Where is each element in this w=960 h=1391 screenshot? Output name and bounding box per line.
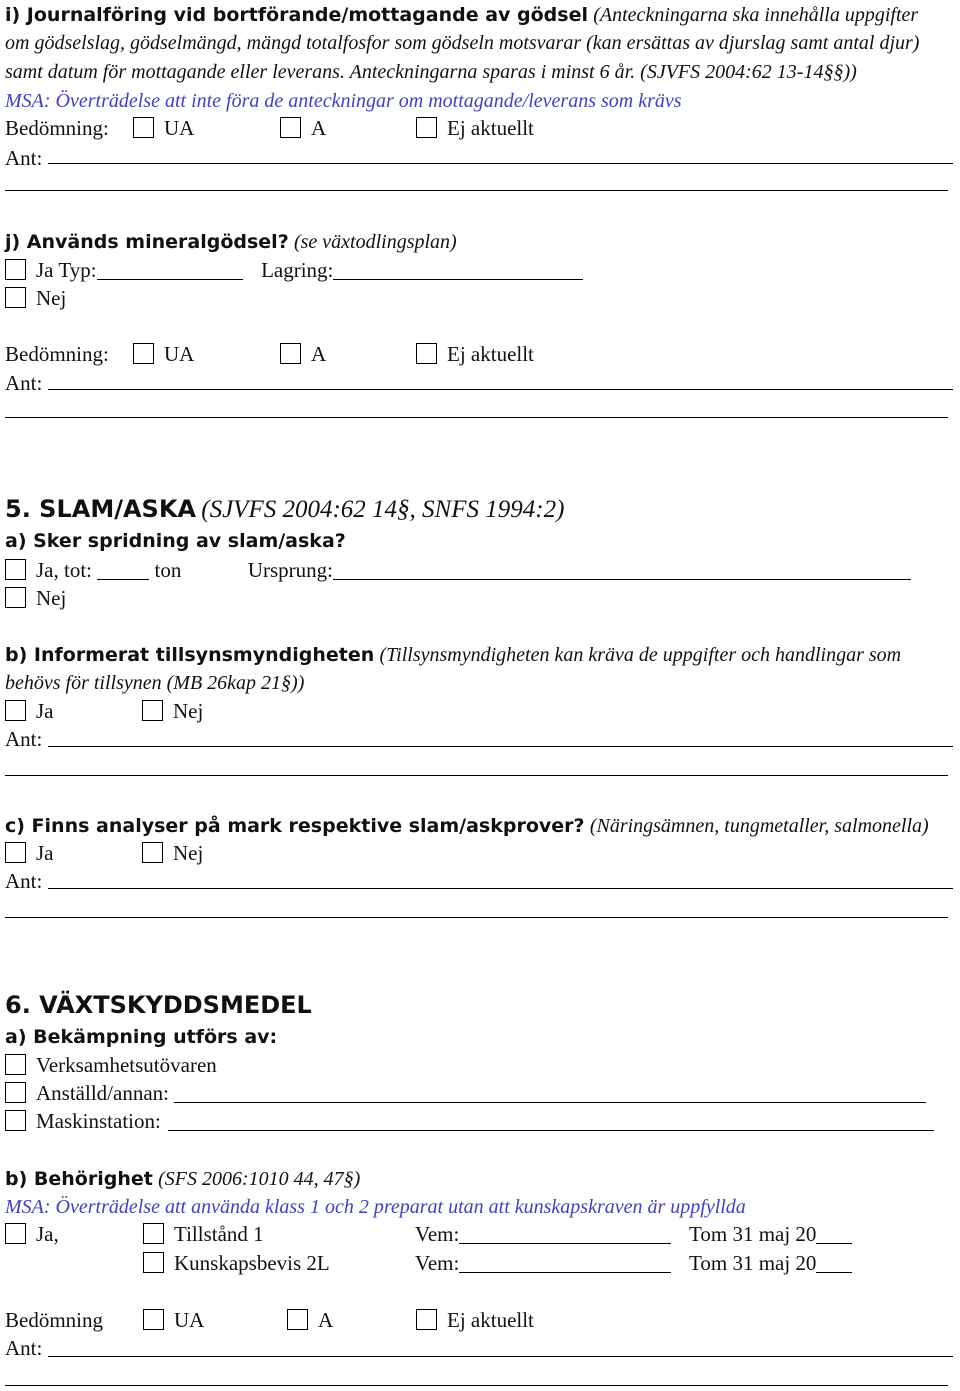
ant-input-i-2[interactable] (5, 190, 948, 191)
mineral-storage-input[interactable] (333, 259, 583, 280)
assessment-label: Bedömning: (5, 342, 109, 366)
sludge-yes-label: Ja, tot: (36, 558, 92, 582)
mineral-storage-label: Lagring: (261, 258, 334, 282)
sludge-yes-checkbox[interactable] (5, 559, 26, 580)
contractor-input[interactable] (168, 1110, 934, 1131)
ant-input-5c-1[interactable] (48, 888, 953, 889)
ua-checkbox[interactable] (133, 117, 154, 138)
ua-label: UA (164, 342, 195, 366)
a-checkbox[interactable] (280, 117, 301, 138)
ant-input-6-1[interactable] (48, 1356, 953, 1357)
permit1-checkbox[interactable] (143, 1223, 164, 1244)
section-5c-heading-row (5, 811, 929, 840)
not-applicable-checkbox[interactable] (416, 343, 437, 364)
sludge-no-label: Nej (36, 586, 67, 610)
mineral-type-label: Typ: (58, 258, 97, 282)
section-5-title: 5. SLAM/ASKA (5, 495, 197, 523)
section-6b-heading-row (5, 1164, 360, 1193)
mineral-no-label: Nej (36, 286, 67, 310)
informed-row (5, 697, 204, 725)
permit1-label: Tillstånd 1 (174, 1222, 264, 1246)
section-i-title: i) Journalföring vid bortförande/mottagande av gödsel (5, 4, 588, 26)
mineral-yes-checkbox[interactable] (5, 259, 26, 280)
ant-input-j-2[interactable] (5, 417, 948, 418)
permit1-who-label: Vem: (415, 1222, 460, 1246)
ant-row-6 (5, 1334, 42, 1362)
section-5b-heading-row (5, 640, 901, 669)
section-6-title: 6. VÄXTSKYDDSMEDEL (5, 991, 312, 1019)
not-applicable-checkbox[interactable] (416, 1309, 437, 1330)
section-5b-note-line2: behövs för tillsynen (MB 26kap 21§)) (5, 672, 305, 694)
a-checkbox[interactable] (287, 1309, 308, 1330)
mineral-yes-label: Ja (36, 258, 54, 282)
operator-label: Verksamhetsutövaren (36, 1053, 217, 1077)
section-5-ref: (SJVFS 2004:62 14§, SNFS 1994:2) (201, 496, 565, 523)
operator-row (5, 1051, 217, 1079)
ant-input-6-2[interactable] (5, 1385, 948, 1386)
ant-label: Ant: (5, 869, 43, 893)
ant-input-j-1[interactable] (48, 389, 953, 390)
sludge-origin-input[interactable] (333, 559, 911, 580)
section-5a-title: a) Sker spridning av slam/aska? (5, 530, 346, 552)
sludge-unit: ton (154, 558, 182, 582)
permit2-who-input[interactable] (459, 1252, 671, 1273)
mineral-no-row (5, 284, 66, 312)
assessment-row-6 (5, 1306, 534, 1334)
a-checkbox[interactable] (280, 343, 301, 364)
permit2-label: Kunskapsbevis 2L (174, 1251, 330, 1275)
sludge-origin-label: Ursprung: (247, 558, 334, 582)
permit1-until-label: Tom 31 maj 20 (689, 1222, 817, 1246)
ant-input-5b-1[interactable] (48, 746, 953, 747)
ant-row-j (5, 369, 42, 397)
not-applicable-checkbox[interactable] (416, 117, 437, 138)
assessment-row-i (5, 114, 534, 142)
section-i-note-line2: om gödselslag, gödselmängd, mängd totalfosfor som gödseln motsvarar (kan ersättas av djurslag samt antal djur) (5, 32, 920, 54)
ua-checkbox[interactable] (133, 343, 154, 364)
informed-no-label: Nej (173, 699, 204, 723)
not-applicable-label: Ej aktuellt (447, 116, 534, 140)
operator-checkbox[interactable] (5, 1054, 26, 1075)
section-6b-ref: (SFS 2006:1010 44, 47§) (158, 1168, 361, 1190)
section-5b-title: b) Informerat tillsynsmyndigheten (5, 644, 375, 666)
ant-input-i-1[interactable] (48, 163, 953, 164)
mineral-no-checkbox[interactable] (5, 287, 26, 308)
a-label: A (318, 1308, 334, 1332)
competence-yes-checkbox[interactable] (5, 1223, 26, 1244)
not-applicable-label: Ej aktuellt (447, 342, 534, 366)
assessment-row-j (5, 340, 534, 368)
informed-no-checkbox[interactable] (142, 700, 163, 721)
contractor-checkbox[interactable] (5, 1110, 26, 1131)
ant-input-5b-2[interactable] (5, 775, 948, 776)
section-i-note: (Anteckningarna ska innehålla uppgifter (593, 4, 919, 26)
analysis-no-label: Nej (173, 841, 204, 865)
competence-yes-label: Ja, (36, 1222, 59, 1246)
analysis-yes-label: Ja (36, 841, 54, 865)
analysis-row (5, 839, 204, 867)
a-label: A (311, 116, 327, 140)
sludge-tonnes-input[interactable] (97, 559, 149, 580)
section-i-heading-row (5, 0, 918, 29)
ua-label: UA (174, 1308, 205, 1332)
section-6b-msa-warning: MSA: Överträdelse att använda klass 1 och 2 preparat utan att kunskapskraven är uppfyllda (5, 1196, 746, 1218)
section-5c-title: c) Finns analyser på mark respektive slam/askprover? (5, 815, 585, 837)
permit2-who-label: Vem: (415, 1251, 460, 1275)
ant-row-i (5, 144, 42, 172)
permit1-year-input[interactable] (816, 1223, 852, 1244)
employee-row (5, 1079, 926, 1107)
contractor-label: Maskinstation: (36, 1109, 161, 1133)
ua-label: UA (164, 116, 195, 140)
a-label: A (311, 342, 327, 366)
sludge-no-row (5, 584, 66, 612)
ant-row-5c (5, 867, 42, 895)
competence-row-1 (5, 1220, 817, 1248)
ant-label: Ant: (5, 146, 43, 170)
permit2-year-input[interactable] (816, 1252, 852, 1273)
ant-row-5b (5, 725, 42, 753)
mineral-yes-row (5, 256, 583, 284)
section-i-msa-warning: MSA: Överträdelse att inte föra de anteckningar om mottagande/leverans som krävs (5, 90, 682, 112)
assessment-label: Bedömning (5, 1308, 103, 1332)
ant-label: Ant: (5, 727, 43, 751)
ua-checkbox[interactable] (143, 1309, 164, 1330)
analysis-yes-checkbox[interactable] (5, 842, 26, 863)
section-i-note-line3: samt datum för mottagande eller leverans. Anteckningarna sparas i minst 6 år. (SJVFS 2004:62 13-14§§)) (5, 61, 857, 83)
not-applicable-label: Ej aktuellt (447, 1308, 534, 1332)
employee-label: Anställd/annan: (36, 1081, 169, 1105)
section-j-note: (se växtodlingsplan) (293, 231, 457, 253)
mineral-type-input[interactable] (97, 259, 243, 280)
employee-input[interactable] (174, 1082, 926, 1103)
analysis-no-checkbox[interactable] (142, 842, 163, 863)
permit2-checkbox[interactable] (143, 1252, 164, 1273)
employee-checkbox[interactable] (5, 1082, 26, 1103)
assessment-label: Bedömning: (5, 116, 109, 140)
section-5-heading-row (5, 492, 564, 527)
section-6b-title: b) Behörighet (5, 1168, 153, 1190)
permit2-until-label: Tom 31 maj 20 (689, 1251, 817, 1275)
section-j-heading-row (5, 227, 457, 256)
informed-yes-checkbox[interactable] (5, 700, 26, 721)
section-6a-title: a) Bekämpning utförs av: (5, 1026, 278, 1048)
section-j-title: j) Används mineralgödsel? (5, 231, 289, 253)
section-5c-note: (Näringsämnen, tungmetaller, salmonella) (589, 815, 929, 837)
ant-input-5c-2[interactable] (5, 917, 948, 918)
sludge-yes-row (5, 556, 911, 584)
ant-label: Ant: (5, 371, 43, 395)
permit1-who-input[interactable] (459, 1223, 671, 1244)
section-5b-note: (Tillsynsmyndigheten kan kräva de uppgifter och handlingar som (379, 644, 902, 666)
informed-yes-label: Ja (36, 699, 54, 723)
ant-label: Ant: (5, 1336, 43, 1360)
sludge-no-checkbox[interactable] (5, 587, 26, 608)
contractor-row (5, 1107, 934, 1135)
